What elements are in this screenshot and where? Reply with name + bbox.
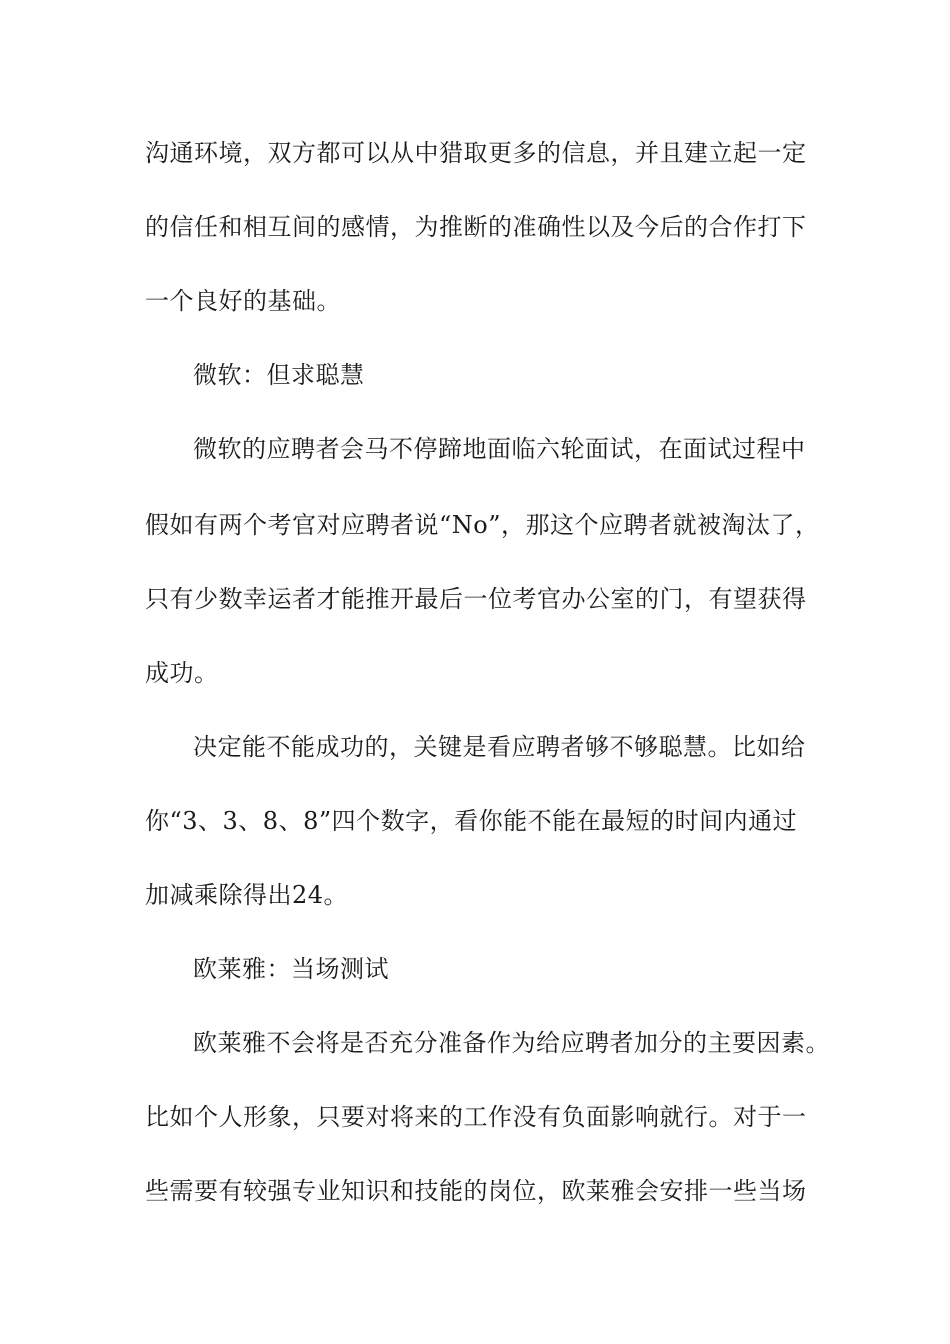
section-heading-microsoft: 微软：但求聪慧 <box>193 361 365 389</box>
paragraph-line: 假如有两个考官对应聘者说“No”，那这个应聘者就被淘汰了， <box>145 511 820 539</box>
paragraph-line: 一个良好的基础。 <box>145 287 341 315</box>
paragraph-line: 只有少数幸运者才能推开最后一位考官办公室的门，有望获得 <box>145 585 807 613</box>
paragraph-line: 的信任和相互间的感情，为推断的准确性以及今后的合作打下 <box>145 213 807 241</box>
paragraph-line: 沟通环境，双方都可以从中猎取更多的信息，并且建立起一定 <box>145 139 807 167</box>
paragraph-line: 欧莱雅不会将是否充分准备作为给应聘者加分的主要因素。 <box>193 1029 830 1057</box>
paragraph-line: 决定能不能成功的，关键是看应聘者够不够聪慧。比如给 <box>193 733 806 761</box>
paragraph-line: 成功。 <box>145 659 219 687</box>
paragraph-line: 你“3、3、8、8”四个数字，看你能不能在最短的时间内通过 <box>145 807 798 835</box>
paragraph-line: 些需要有较强专业知识和技能的岗位，欧莱雅会安排一些当场 <box>145 1177 807 1205</box>
paragraph-line: 比如个人形象，只要对将来的工作没有负面影响就行。对于一 <box>145 1103 807 1131</box>
paragraph-line: 加减乘除得出24。 <box>145 881 349 909</box>
section-heading-loreal: 欧莱雅：当场测试 <box>193 955 389 983</box>
paragraph-line: 微软的应聘者会马不停蹄地面临六轮面试，在面试过程中 <box>193 435 806 463</box>
